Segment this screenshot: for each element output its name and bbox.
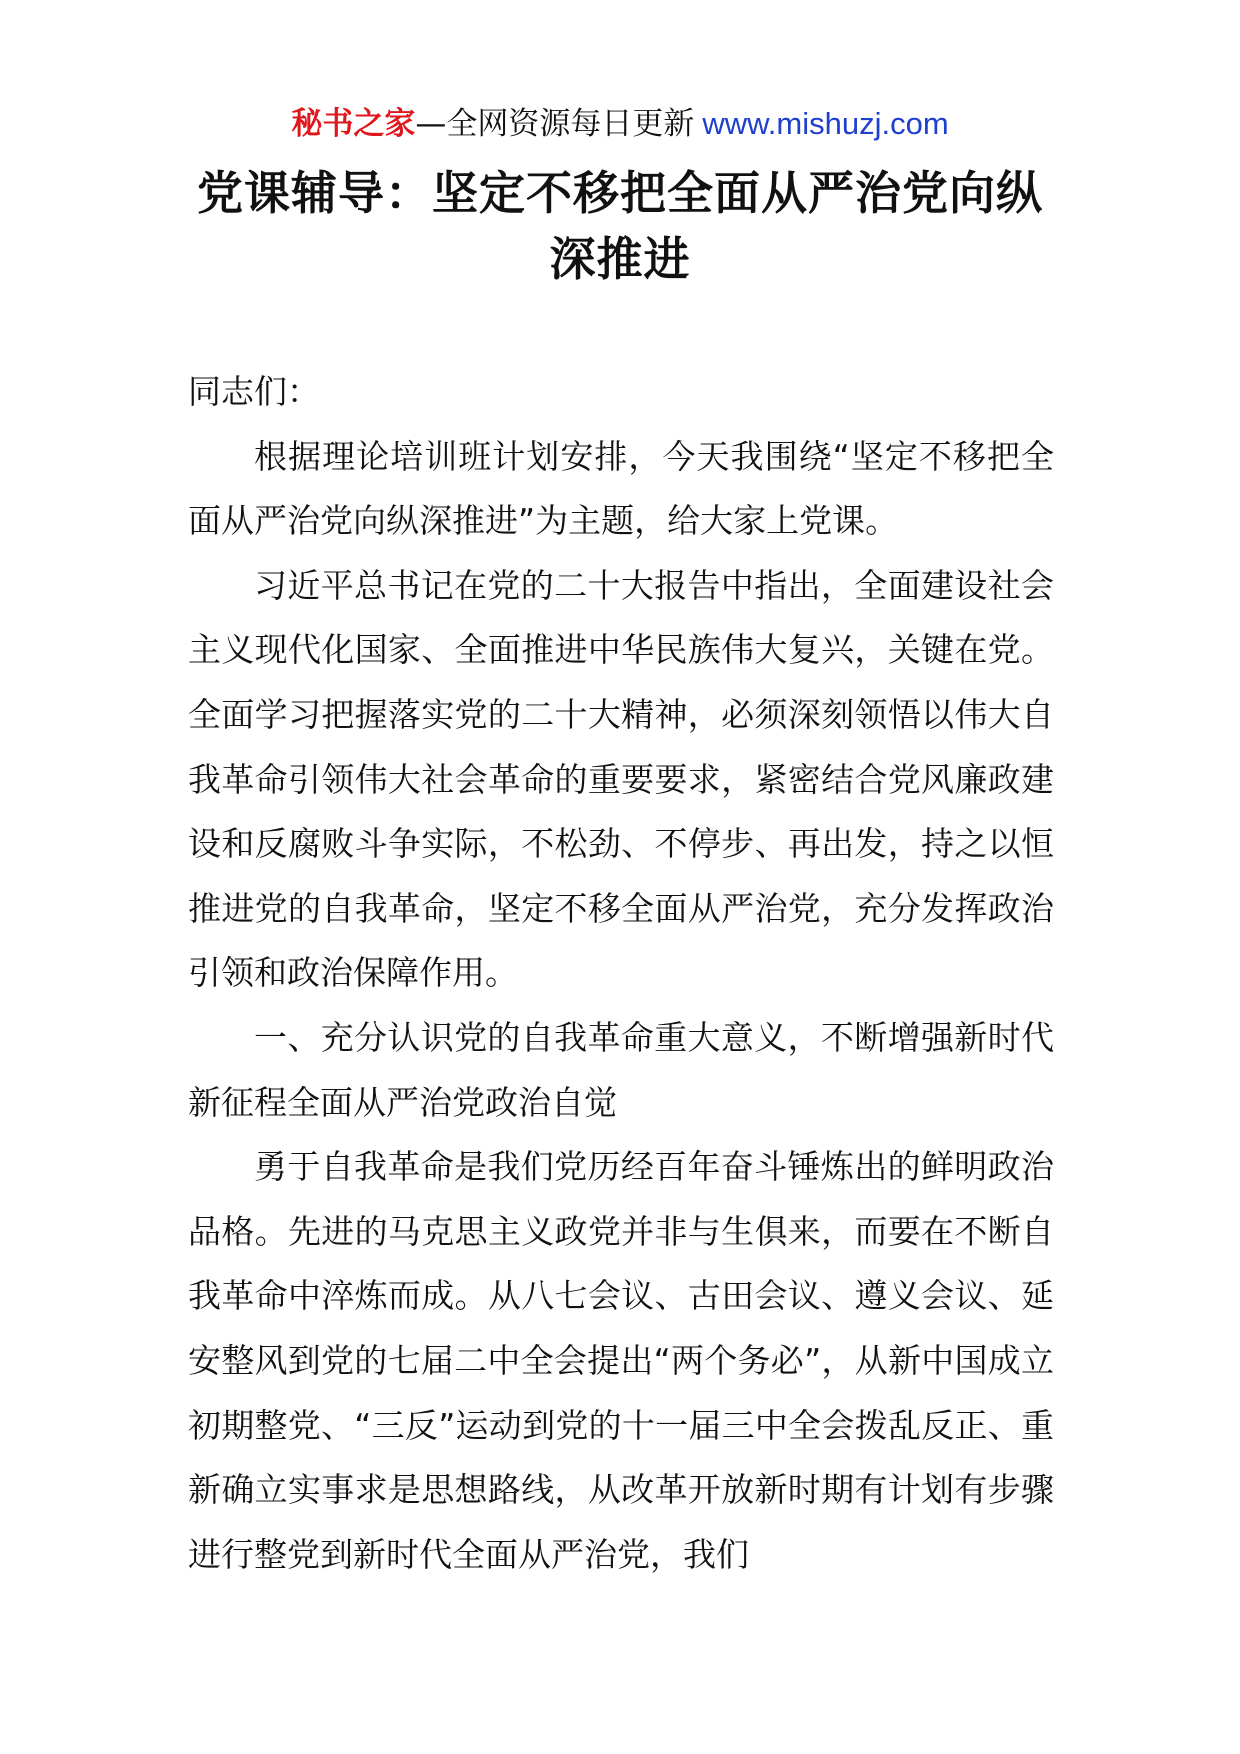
document-title: 党课辅导：坚定不移把全面从严治党向纵深推进 bbox=[197, 166, 1043, 286]
paragraph-section-1: 勇于自我革命是我们党历经百年奋斗锤炼出的鲜明政治品格。先进的马克思主义政党并非与生俱来，而要在不断自我革命中淬炼而成。从八七会议、古田会议、遵义会议、延安整风到党的七届二中全会提出“两个务必”，从新中国成立初期整党、“三反”运动到党的十一届三中全会拨乱反正、重新确立实事求是思想路线，从改革开放新时期有计划有步骤进行整党到新时代全面从严治党，我们 bbox=[188, 1147, 1054, 1574]
paragraph-intro: 根据理论培训班计划安排，今天我围绕“坚定不移把全面从严治党向纵深推进”为主题，给大家上党课。 bbox=[188, 436, 1054, 541]
salutation: 同志们： bbox=[188, 372, 320, 411]
header-tagline: —全网资源每日更新 bbox=[415, 106, 695, 142]
paragraph-background: 习近平总书记在党的二十大报告中指出，全面建设社会主义现代化国家、全面推进中华民族伟大复兴，关键在党。全面学习把握落实党的二十大精神，必须深刻领悟以伟大自我革命引领伟大社会革命的重要要求，紧密结合党风廉政建设和反腐败斗争实际，不松劲、不停步、再出发，持之以恒推进党的自我革命，坚定不移全面从严治党，充分发挥政治引领和政治保障作用。 bbox=[188, 565, 1054, 993]
site-url-link[interactable]: www.mishuzj.com bbox=[702, 106, 949, 141]
brand-name: 秘书之家 bbox=[291, 106, 416, 142]
section-heading-1: 一、充分认识党的自我革命重大意义，不断增强新时代新征程全面从严治党政治自觉 bbox=[188, 1017, 1054, 1122]
document-body bbox=[188, 360, 1054, 1587]
site-header bbox=[0, 104, 1240, 144]
